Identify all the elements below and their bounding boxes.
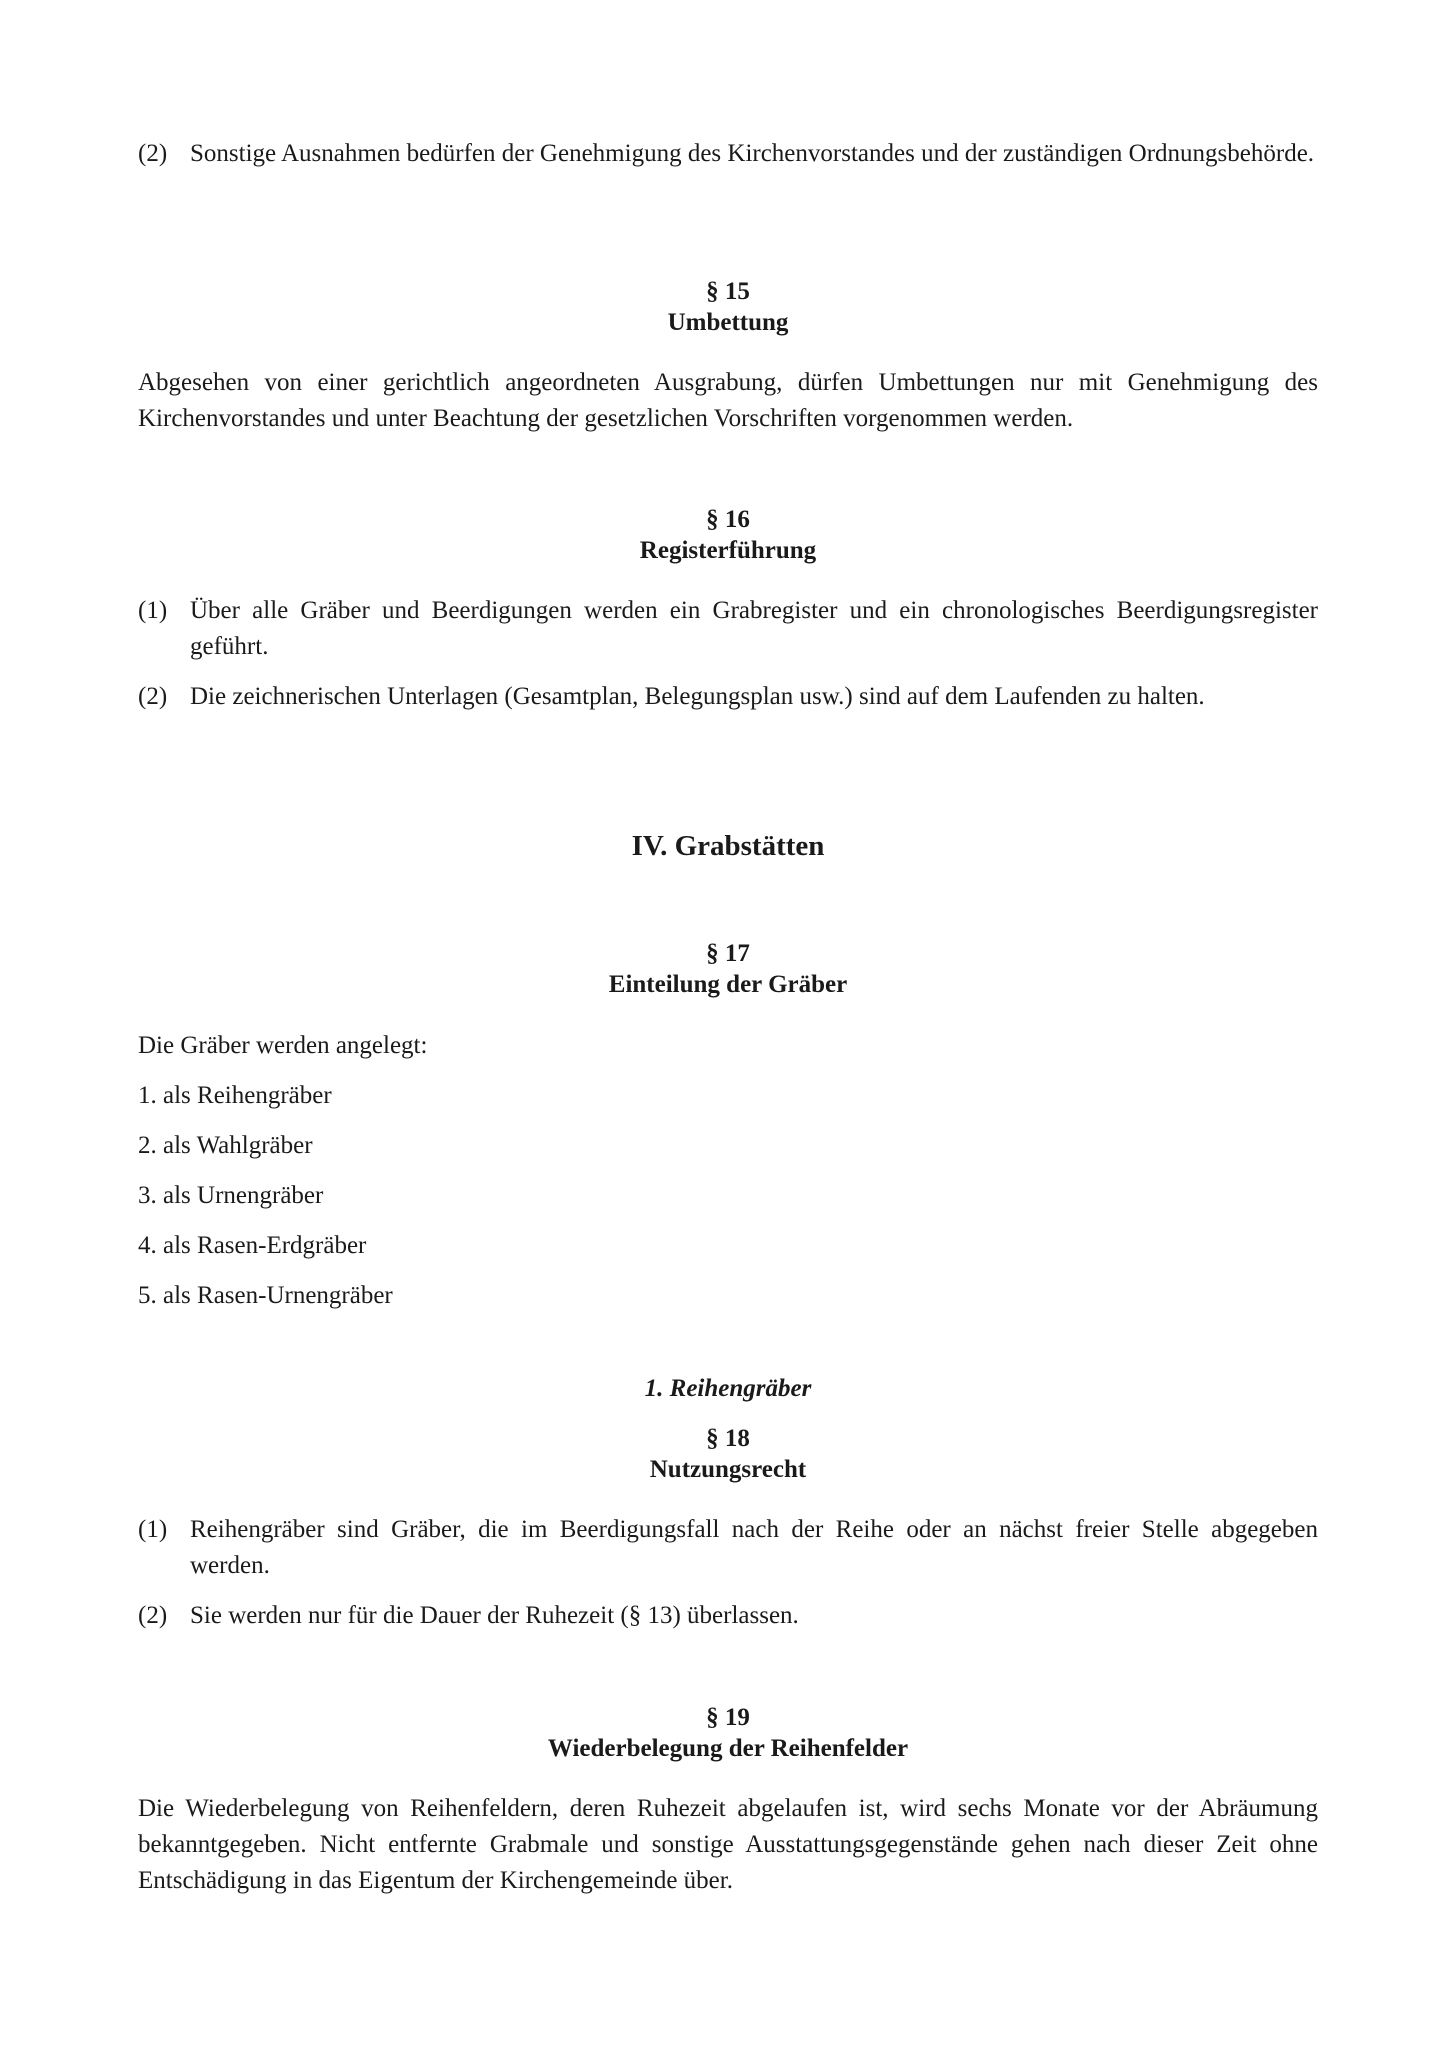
list-intro: Die Gräber werden angelegt: xyxy=(138,1032,428,1059)
section-title: Nutzungsrecht xyxy=(649,1456,807,1483)
section-title: Registerführung xyxy=(639,537,817,564)
section-number: § 15 xyxy=(706,278,750,305)
chapter-heading: IV. Grabstätten xyxy=(631,830,825,862)
item-number: (2) xyxy=(138,140,168,167)
paragraph-item xyxy=(138,136,1318,208)
section-number: § 16 xyxy=(706,506,750,533)
item-number: (1) xyxy=(138,1516,168,1543)
section-number: § 19 xyxy=(706,1704,750,1731)
section-title: Wiederbelegung der Reihenfelder xyxy=(547,1735,909,1762)
list-item: 3. als Urnengräber xyxy=(138,1182,324,1209)
item-number: (2) xyxy=(138,1602,168,1629)
list-item: 4. als Rasen-Erdgräber xyxy=(138,1232,367,1259)
item-number: (2) xyxy=(138,683,168,710)
list-item: 1. als Reihengräber xyxy=(138,1082,332,1109)
item-number: (1) xyxy=(138,597,168,624)
paragraph-item xyxy=(138,1598,1318,1634)
section-title: Umbettung xyxy=(667,309,789,336)
item-text: Über alle Gräber und Beerdigungen werden ein Grabregister und ein chronologisches Beerdigungsregister geführt. xyxy=(190,597,1318,660)
section-number: § 18 xyxy=(706,1425,750,1452)
item-text: Sonstige Ausnahmen bedürfen der Genehmigung des Kirchenvorstandes und der zuständigen Ordnungsbehörde. xyxy=(190,140,1315,167)
section-paragraph: Abgesehen von einer gerichtlich angeordneten Ausgrabung, dürfen Umbettungen nur mit Genehmigung des Kirchenvorstandes und unter Beachtung der gesetzlichen Vorschriften vorgenommen werden. xyxy=(138,369,1318,432)
paragraph-item xyxy=(138,679,1318,715)
section-paragraph: Die Wiederbelegung von Reihenfeldern, deren Ruhezeit abgelaufen ist, wird sechs Monate vor der Abräumung bekanntgegeben. Nicht entfernte Grabmale und sonstige Ausstattungsgegenstände gehen nach dieser Zeit ohne Entschädigung in das Eigentum der Kirchengemeinde über. xyxy=(138,1795,1318,1894)
paragraph-item xyxy=(138,1512,1318,1584)
paragraph-item xyxy=(138,593,1318,665)
subsection-heading: 1. Reihengräber xyxy=(644,1375,812,1402)
item-text: Reihengräber sind Gräber, die im Beerdigungsfall nach der Reihe oder an nächst freier Stelle abgegeben werden. xyxy=(190,1516,1318,1579)
list-item: 5. als Rasen-Urnengräber xyxy=(138,1282,393,1309)
section-title: Einteilung der Gräber xyxy=(608,971,848,998)
list-item: 2. als Wahlgräber xyxy=(138,1132,313,1159)
item-text: Die zeichnerischen Unterlagen (Gesamtplan, Belegungsplan usw.) sind auf dem Laufenden zu halten. xyxy=(190,683,1205,710)
section-number: § 17 xyxy=(706,940,750,967)
item-text: Sie werden nur für die Dauer der Ruhezeit (§ 13) überlassen. xyxy=(190,1602,799,1629)
